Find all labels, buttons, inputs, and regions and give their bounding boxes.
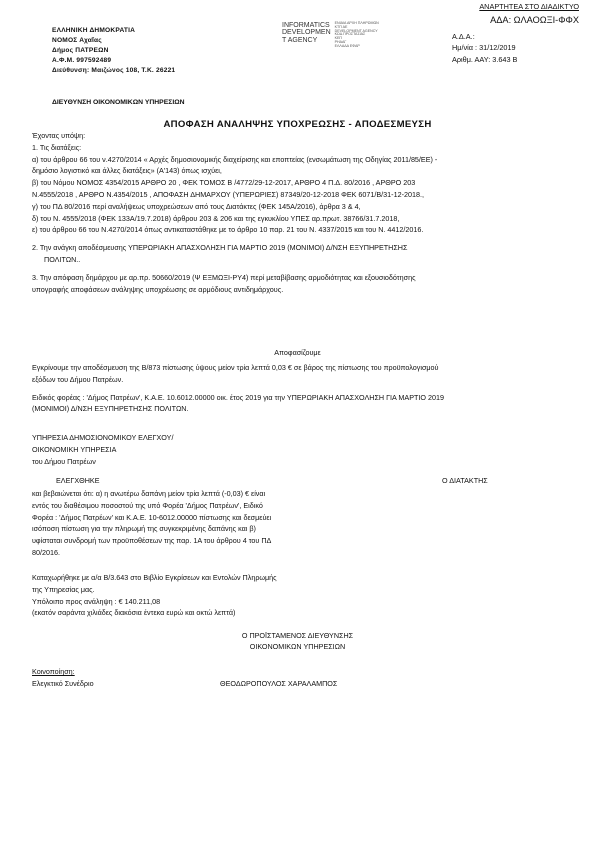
legal-basis: [32, 131, 552, 296]
text-line: εντός του διαθέσιμου ποσοστού της υπό Φορέα 'Δήμος Πατρέων', Ειδικό: [32, 500, 263, 510]
text-line: Εγκρίνουμε την αποδέσμευση της Β/873 πίστωσης ύψους μείον τρία λεπτά 0,03 € σε βάρος της πίστωσης του προϋπολογισμού: [32, 363, 439, 372]
distribution-heading: [32, 667, 75, 678]
agency-name-line: DEVELOPMEN: [282, 29, 331, 37]
authority-line: Διεύθυνση: Μαιζώνος 108, Τ.Κ. 26221: [52, 66, 176, 74]
signatory-name: ΘΕΟΔΩΡΟΠΟΥΛΟΣ ΧΑΡΑΛΑΜΠΟΣ: [220, 679, 338, 688]
authority-line: Δήμος ΠΑΤΡΕΩΝ: [52, 46, 109, 54]
text-line: εξόδων του Δήμου Πατρέων.: [32, 374, 124, 384]
text-line: Υπόλοιπο προς ανάληψη : € 140.211,08: [32, 596, 161, 606]
registration-block: [32, 573, 332, 620]
agency-tag: ΕΛΛΑΔΑ ΕΦΑΡ: [334, 43, 360, 48]
text-line: ΠΟΛΙΤΩΝ..: [44, 254, 81, 264]
control-statement: [32, 489, 292, 560]
issuing-authority: [52, 26, 222, 75]
text-line: Ν.4555/2018 , ΑΡΘΡΟ Ν.4354/2015 , ΑΠΟΦΑΣΗ ΔΗΜΑΡΧΟΥ (ΥΠΕΡΩΡΙΕΣ) 87349/20-12-2018 ΦΕΚ 6071/Β/31-12-2018.,: [32, 189, 424, 199]
control-heading: ΕΛΕΓΧΘΗΚΕ: [56, 476, 100, 485]
agency-tag: ΚΩΔ.ΠΡΟΣΤΑΣΙΑΣ: [334, 32, 366, 37]
text-line: του Δήμου Πατρέων: [32, 456, 96, 466]
signatory-title-line: Ο ΠΡΟΪΣΤΑΜΕΝΟΣ ΔΙΕΥΘΥΝΣΗΣ: [241, 631, 354, 640]
text-line: β) του Νόμου ΝΟΜΟΣ 4354/2015 ΑΡΘΡΟ 20 , ΦΕΚ ΤΟΜΟΣ Β /4772/29-12-2017, ΑΡΘΡΟ 4 Π.Δ. 80/2016 , ΑΡΘΡΟ 203: [32, 178, 416, 188]
text-line: δημόσιο λογιστικό και άλλες διατάξεις» (Α'143) όπως ισχύει,: [32, 166, 222, 176]
authorising-officer-heading: Ο ΔΙΑΤΑΚΤΗΣ: [442, 476, 488, 485]
text-line: υπογραφής αποφάσεων ανάληψης υποχρέωσης σε αρμόδιους αντιδημάρχους.: [32, 284, 284, 294]
text-line: και βεβαιώνεται ότι: α) η ανωτέρω δαπάνη μείον τρία λεπτά (-0,03) € είναι: [32, 489, 266, 498]
document-meta: [452, 31, 517, 65]
authority-line: ΝΟΜΟΣ Αχαΐας: [52, 36, 102, 44]
agency-tag: ΚΕΠ: [334, 36, 343, 41]
text-line: δ) του Ν. 4555/2018 (ΦΕΚ 133Α/19.7.2018) άρθρου 203 & 206 και της εγκυκλίου ΥΠΕΣ αρ.πρωτ. 38766/31.7.2018,: [32, 213, 400, 223]
signatory-title: [0, 631, 595, 653]
document-title: ΑΠΟΦΑΣΗ ΑΝΑΛΗΨΗΣ ΥΠΟΧΡΕΩΣΗΣ - ΑΠΟΔΕΣΜΕΥΣΗ: [163, 119, 432, 130]
decision-text: [32, 363, 552, 416]
ada-code: ΑΔΑ: ΩΛΑΟΩΞΙ-ΦΦΧ: [490, 14, 579, 25]
agency-name-line: INFORMATICS: [282, 22, 330, 29]
agency-tag: DEVELOPMENT AGENCY: [334, 28, 378, 33]
text-line: Ειδικός φορέας : 'Δήμος Πατρέων', Κ.Α.Ε. 10.6012.00000 οικ. έτος 2019 για την ΥΠΕΡΩΡΙΑΚΗ ΑΠΑΣΧΟΛΗΣΗ ΓΙΑ ΜΑΡΤΙΟ 2019: [32, 392, 444, 402]
department: ΔΙΕΥΘΥΝΣΗ ΟΙΚΟΝΟΜΙΚΩΝ ΥΠΗΡΕΣΙΩΝ: [52, 99, 185, 106]
signatory-title-line: ΟΙΚΟΝΟΜΙΚΩΝ ΥΠΗΡΕΣΙΩΝ: [249, 641, 346, 651]
reference-number: Αριθμ. ΑΑΥ: 3.643 Β: [452, 54, 518, 64]
authority-line: Α.Φ.Μ. 997592489: [52, 56, 112, 64]
text-line: ΥΠΗΡΕΣΙΑ ΔΗΜΟΣΙΟΝΟΜΙΚΟΥ ΕΛΕΓΧΟΥ/: [32, 433, 174, 442]
ada-label: Α.Δ.Α.:: [452, 32, 475, 41]
date-line: Ημ/νία : 31/12/2019: [452, 43, 516, 53]
text-line: της Υπηρεσίας μας.: [32, 584, 95, 594]
text-line: Φορέα : 'Δήμος Πατρέων' και Κ.Α.Ε. 10-6012.00000 πίστωσης και δεσμεύει: [32, 512, 272, 522]
text-line: Καταχωρήθηκε με α/α Β/3.643 στο Βιβλίο Εγκρίσεων και Εντολών Πληρωμής: [32, 573, 277, 582]
text-line: Έχοντας υπόψη:: [32, 131, 86, 140]
publish-notice: ΑΝΑΡΤΗΤΕΑ ΣΤΟ ΔΙΑΔΙΚΤΥΟ: [479, 2, 579, 11]
agency-tag: ΚΤΠ ΑΕ: [334, 24, 348, 29]
agency-name-line: T AGENCY: [282, 36, 318, 44]
text-line: 3. Την απόφαση δημάρχου με αρ.πρ. 50660/2019 (Ψ ΕΞΜΩΞΙ-ΡΥ4) περί μεταβίβασης αρμοδιότητας και εξουσιοδότησης: [32, 272, 416, 282]
agency-tags: [335, 22, 379, 48]
text-line: υφίσταται συνδρομή των προϋποθέσεων της παρ. 1Α του άρθρου 4 του ΠΔ: [32, 536, 272, 546]
text-line: 2. Την ανάγκη αποδέσμευσης ΥΠΕΡΩΡΙΑΚΗ ΑΠΑΣΧΟΛΗΣΗ ΓΙΑ ΜΑΡΤΙΟ 2019 (ΜΟΝΙΜΟΙ) Δ/ΝΣΗ ΕΞΥΠΗΡΕΤΗΣΗΣ: [32, 243, 408, 253]
text-line: α) του άρθρου 66 του ν.4270/2014 « Αρχές δημοσιονομικής διαχείρισης και εποπτείας (ενσωμάτωση της Οδηγίας 2011/85/ΕΕ) -: [32, 154, 438, 164]
authority-line: ΕΛΛΗΝΙΚΗ ΔΗΜΟΚΡΑΤΙΑ: [52, 27, 136, 34]
text-line: (ΜΟΝΙΜΟΙ) Δ/ΝΣΗ ΕΞΥΠΗΡΕΤΗΣΗΣ ΠΟΛΙΤΩΝ.: [32, 404, 189, 414]
text-line: ε) του άρθρου 66 του Ν.4270/2014 όπως αντικαταστάθηκε με το άρθρο 10 παρ. 21 του Ν. 4337/2015 και του Ν. 4412/2016.: [32, 225, 424, 235]
text-line: (εκατόν σαράντα χιλιάδες διακόσια έντεκα ευρώ και οκτώ λεπτά): [32, 608, 236, 618]
text-line: ΟΙΚΟΝΟΜΙΚΗ ΥΠΗΡΕΣΙΑ: [32, 444, 117, 454]
agency-tag: ΡΗΑΑΓ: [334, 39, 347, 44]
text-line: 80/2016.: [32, 547, 60, 557]
distribution-label: Κοινοποίηση:: [32, 667, 75, 676]
control-service: [32, 433, 332, 468]
text-line: γ) του ΠΔ 80/2016 περί αναλήψεως υποχρεώσεων από τους Διατάκτες (ΦΕΚ 145Α/2016), άρθρα 3 & 4,: [32, 201, 361, 211]
text-line: 1. Τις διατάξεις:: [32, 142, 82, 152]
distribution-recipient: Ελεγκτικό Συνέδριο: [32, 679, 94, 688]
decision-heading: Αποφασίζουμε: [274, 348, 321, 357]
agency-tag: ΕΝΙΑΙΑ ΑΡΧΗ ΠΛΗΡΩΜΩΝ: [334, 21, 379, 25]
agency-mark: [282, 22, 402, 48]
text-line: ισόποση πίστωση για την πληρωμή της συγκεκριμένης δαπάνης και β): [32, 524, 256, 534]
ada-notice: [479, 2, 579, 28]
